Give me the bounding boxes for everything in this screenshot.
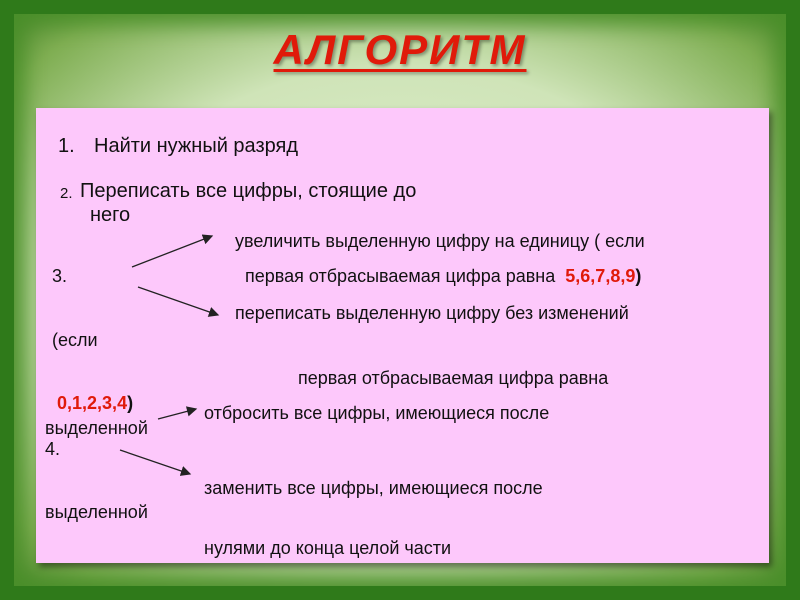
step-4a-line2: выделенной	[45, 418, 148, 438]
step-2-text-line2: него	[90, 204, 131, 226]
step-4-arrow-down	[120, 450, 190, 474]
step-3b-line2: первая отбрасываемая цифра равна	[298, 368, 609, 388]
slide-title: АЛГОРИТМ	[273, 26, 527, 73]
step-3-arrow-up	[132, 236, 212, 267]
step-3a-line1: увеличить выделенную цифру на единицу ( если	[235, 231, 645, 251]
step-3-arrow-down	[138, 287, 218, 315]
step-3a-digits: 5,6,7,8,9	[565, 266, 636, 286]
step-4b-line3: нулями до конца целой части	[204, 538, 452, 558]
step-1-text: Найти нужный разряд	[94, 135, 299, 157]
step-4b-line1: заменить все цифры, имеющиеся после	[204, 478, 543, 498]
step-3b-line1: переписать выделенную цифру без изменений	[235, 303, 629, 323]
step-3a-line2-text: первая отбрасываемая цифра равна	[245, 266, 556, 286]
step-2-number: 2.	[60, 185, 73, 202]
step-3b-open: (если	[52, 330, 98, 350]
step-4-arrow-up	[158, 409, 196, 419]
step-4b-line2: выделенной	[45, 502, 148, 522]
step-2-text-line1: Переписать все цифры, стоящие до	[80, 180, 417, 202]
step-3b-close: )	[127, 393, 134, 413]
step-1-number: 1.	[58, 135, 75, 157]
step-3-number: 3.	[52, 266, 68, 286]
step-4a-line1: отбросить все цифры, имеющиеся после	[204, 403, 550, 423]
step-4-number: 4.	[45, 439, 61, 459]
step-3b-digits: 0,1,2,3,4	[57, 393, 128, 413]
step-3a-close: )	[635, 266, 642, 286]
